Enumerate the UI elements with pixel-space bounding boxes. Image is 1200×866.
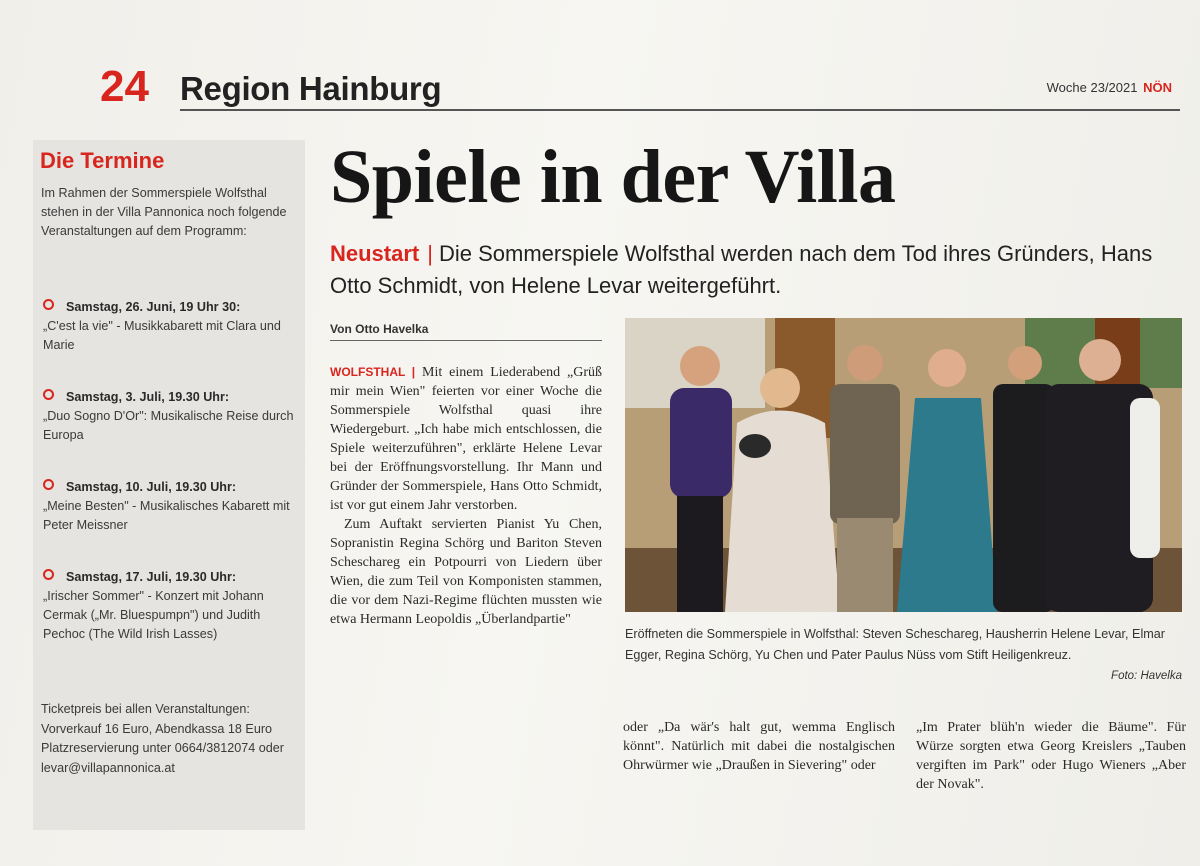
event-text: „Irischer Sommer" - Konzert mit Johann Cermak („Mr. Bluespumpn") und Judith Pechoc (The Wild Irish Lasses) bbox=[43, 589, 264, 641]
issue-week: Woche 23/2021 bbox=[1046, 80, 1138, 95]
article-column-3: „Im Prater blüh'n wieder die Bäume". Für Würze sorgten etwa Georg Kreislers „Tauben vergiften im Park" oder Hugo Wieners „Aber der Novak". bbox=[916, 720, 1186, 792]
brand-logo: NÖN bbox=[1143, 80, 1172, 95]
event-text: „Meine Besten" - Musikalisches Kabarett mit Peter Meissner bbox=[43, 499, 290, 532]
photo-illustration bbox=[625, 318, 1182, 612]
bullet-icon bbox=[43, 479, 54, 490]
dateline: WOLFSTHAL | bbox=[330, 365, 416, 379]
byline: Von Otto Havelka bbox=[330, 322, 429, 336]
article-column-2: oder „Da wär's halt gut, wemma Englisch könnt". Natürlich mit dabei die nostalgischen Ohrwürmer wie „Draußen in Sievering" oder bbox=[623, 720, 895, 773]
article-column-1 bbox=[330, 363, 602, 629]
page-number: 24 bbox=[100, 62, 149, 111]
event-item bbox=[43, 388, 298, 445]
standfirst-text: Die Sommerspiele Wolfsthal werden nach dem Tod ihres Gründers, Hans Otto Schmidt, von Helene Levar weitergeführt. bbox=[330, 241, 1153, 298]
sidebar-intro: Im Rahmen der Sommerspiele Wolfsthal stehen in der Villa Pannonica noch folgende Veranstaltungen auf dem Programm: bbox=[41, 186, 287, 238]
headline: Spiele in der Villa bbox=[330, 135, 896, 219]
sidebar-title: Die Termine bbox=[40, 148, 165, 173]
photo-credit: Foto: Havelka bbox=[1111, 670, 1182, 682]
bullet-icon bbox=[43, 389, 54, 400]
event-photo bbox=[625, 318, 1182, 612]
events-sidebar bbox=[33, 140, 305, 830]
paragraph: Zum Auftakt servierten Pianist Yu Chen, Sopranistin Regina Schörg und Bariton Steven Scheschareg ein Potpourri von Liedern über Wien, die zum Teil von Komponisten stammen, die vor dem Nazi-Regime flüchten mussten wie etwa Hermann Leopoldis „Überlandpartie" bbox=[330, 517, 602, 627]
event-date: Samstag, 10. Juli, 19.30 Uhr: bbox=[66, 480, 237, 494]
paragraph-text: Mit einem Liederabend „Grüß mir mein Wien" feierten vor einer Woche die Sommerspiele Wolfsthal quasi ihre Wiedergeburt. „Ich habe mich entschlossen, die Spiele weiterzuführen", erklärte Helene Levar bei der Eröffnungsvorstellung. Ihr Mann und Gründer der Sommerspiele, Hans Otto Schmidt, ist vor gut einem Jahr verstorben. bbox=[330, 365, 602, 513]
bullet-icon bbox=[43, 569, 54, 580]
event-date: Samstag, 17. Juli, 19.30 Uhr: bbox=[66, 570, 237, 584]
event-item bbox=[43, 298, 298, 355]
standfirst bbox=[330, 238, 1160, 302]
event-text: „C'est la vie" - Musikkabarett mit Clara und Marie bbox=[43, 319, 281, 352]
kicker-separator: | bbox=[427, 241, 433, 266]
issue-info bbox=[1047, 80, 1172, 95]
ticket-info: Ticketpreis bei allen Veranstaltungen: Vorverkauf 16 Euro, Abendkassa 18 Euro Platzreservierung unter 0664/3812074 oder levar@villapannonica.at bbox=[41, 702, 284, 775]
event-item bbox=[43, 568, 298, 644]
photo-caption: Eröffneten die Sommerspiele in Wolfsthal: Steven Scheschareg, Hausherrin Helene Levar, Elmar Egger, Regina Schörg, Yu Chen und Pater Paulus Nüss vom Stift Heiligenkreuz. bbox=[625, 627, 1165, 662]
kicker: Neustart bbox=[330, 241, 420, 266]
event-item bbox=[43, 478, 298, 535]
bullet-icon bbox=[43, 299, 54, 310]
header-rule bbox=[180, 109, 1180, 111]
event-date: Samstag, 26. Juni, 19 Uhr 30: bbox=[66, 300, 241, 314]
section-title: Region Hainburg bbox=[180, 70, 442, 107]
event-text: „Duo Sogno D'Or": Musikalische Reise durch Europa bbox=[43, 409, 294, 442]
paragraph bbox=[330, 363, 602, 515]
event-date: Samstag, 3. Juli, 19.30 Uhr: bbox=[66, 390, 230, 404]
byline-rule bbox=[330, 340, 602, 341]
